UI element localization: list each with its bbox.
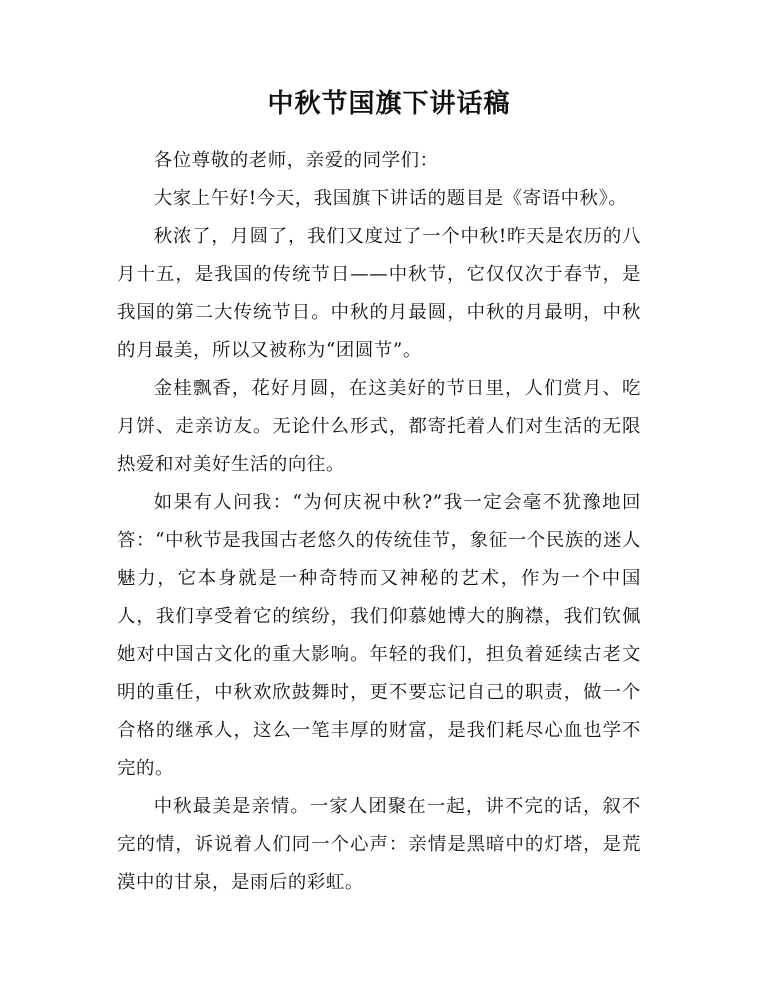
paragraph-customs: 金桂飘香，花好月圆，在这美好的节日里，人们赏月、吃月饼、走亲访友。无论什么形式，都寄托着人们对生活的无限热爱和对美好生活的向往。 [117,378,641,475]
paragraph-mid-autumn-intro: 秋浓了，月圆了，我们又度过了一个中秋!昨天是农历的八月十五，是我国的传统节日——中秋节，它仅仅次于春节，是我国的第二大传统节日。中秋的月最圆，中秋的月最明，中秋的月最美，所以又被称为“团圆节”。 [117,226,641,361]
paragraph-topic: 大家上午好!今天，我国旗下讲话的题目是《寄语中秋》。 [153,188,628,209]
document-title: 中秋节国旗下讲话稿 [267,89,511,119]
paragraph-family: 中秋最美是亲情。一家人团聚在一起，讲不完的话，叙不完的情，诉说着人们同一个心声：亲情是黑暗中的灯塔，是荒漠中的甘泉，是雨后的彩虹。 [117,796,641,893]
paragraph-greeting: 各位尊敬的老师，亲爱的同学们： [153,150,439,171]
document-page [117,80,641,902]
paragraph-why-celebrate: 如果有人问我：“为何庆祝中秋?”我一定会毫不犹豫地回答：“中秋节是我国古老悠久的传统佳节，象征一个民族的迷人魅力，它本身就是一种奇特而又神秘的艺术，作为一个中国人，我们享受着它的缤纷，我们仰慕她博大的胸襟，我们钦佩她对中国古文化的重大影响。年轻的我们，担负着延续古老文明的重任，中秋欢欣鼓舞时，更不要忘记自己的职责，做一个合格的继承人，这么一笔丰厚的财富，是我们耗尽心血也学不完的。 [117,492,641,779]
